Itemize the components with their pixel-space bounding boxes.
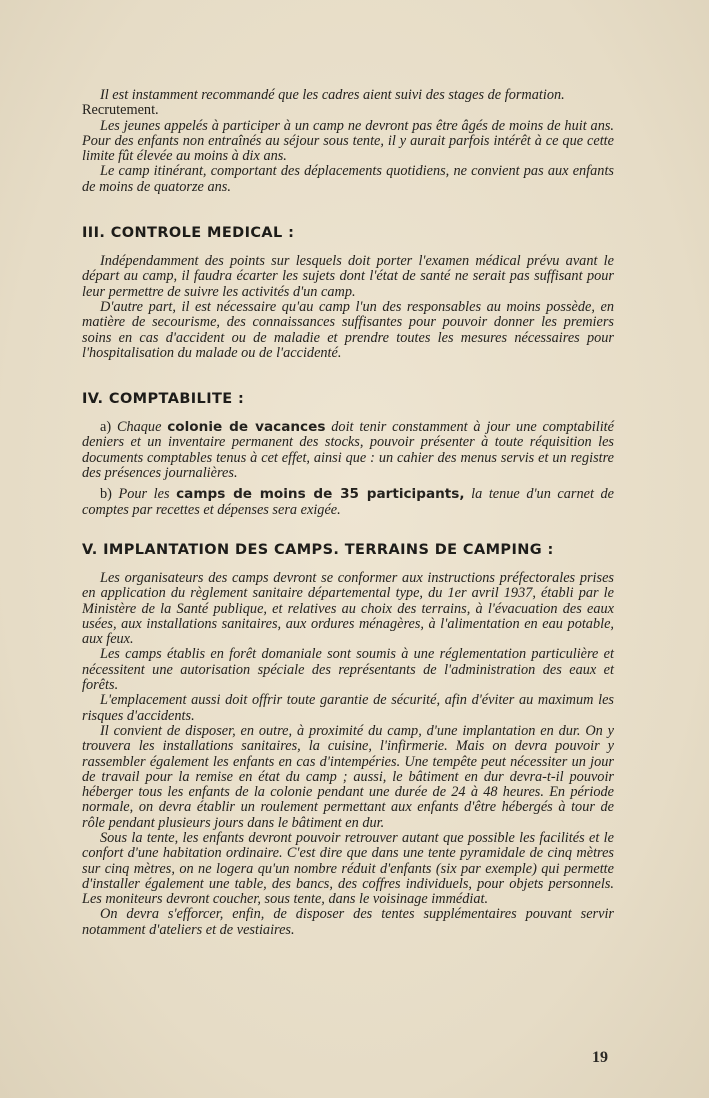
implantation-paragraph-5: Sous la tente, les enfants devront pouvoir retrouver autant que possible les facilités et le confort d'une habitation ordinaire. C'est dire que dans une tente pyramidale de cinq mètres sur cinq mètres, on ne logera qu'un nombre réduit d'enfants (six par exemple) qui permette d'installer également une table, des bancs, des coffres individuels, pour objets personnels. Les moniteurs devront coucher, sous tente, dans le voisinage immédiat. — [82, 829, 614, 908]
implantation-paragraph-1: Les organisateurs des camps devront se conformer aux instructions préfectorales prises en application du règlement sanitaire départemental type, du 1er avril 1937, établi par le Ministère de la Santé publique, et relatives au choix des terrains, à l'évacuation des eaux usées, aux installations sanitaires, aux ordures ménagères, à l'alimentation en eau potable, aux feux. — [82, 569, 614, 648]
medical-paragraph-1: Indépendamment des points sur lesquels doit porter l'examen médical prévu avant le départ au camp, il faudra écarter les sujets dont l'état de santé ne serait pas suffisant pour leur permettre de suivre les activités d'un camp. — [82, 253, 614, 300]
item-lead: Pour les — [118, 486, 170, 503]
intro-paragraph-1: Il est instamment recommandé que les cadres aient suivi des stages de formation. — [100, 87, 565, 103]
medical-paragraph-2: D'autre part, il est nécessaire qu'au camp l'un des responsables au moins possède, en matière de secourisme, des connaissances suffisantes pour pouvoir donner les premiers soins en cas d'accident ou de maladie et prendre toutes les mesures nécessaires pour l'hospitalisation du malade ou de l'accidenté. — [82, 298, 614, 361]
implantation-paragraph-6: On devra s'efforcer, enfin, de disposer des tentes supplémentaires pouvant servir notamment d'ateliers et de vestiaires. — [82, 906, 614, 938]
section-heading-controle-medical: III. CONTROLE MEDICAL : — [82, 225, 295, 242]
page-content — [82, 88, 614, 938]
comptabilite-item-b — [82, 487, 614, 518]
intro-paragraph-2: Les jeunes appelés à participer à un camp ne devront pas être âgés de moins de huit ans. Pour des enfants non entraînés au séjour sous tente, il y aurait parfois intérêt à ce que cette limite fût élevée au moins à dix ans. — [82, 117, 614, 165]
item-marker: a) — [100, 419, 112, 436]
implantation-paragraph-4: Il convient de disposer, en outre, à proximité du camp, d'une implantation en dur. On y trouvera les installations sanitaires, la cuisine, l'infirmerie. Mais on devra pouvoir y rassembler également les enfants en cas d'intempéries. Une tempête peut nécessiter un jour de travail pour la remise en état du camp ; aussi, le bâtiment en dur devra-t-il pouvoir héberger tous les enfants de la colonie pendant une durée de 24 à 48 heures. En période normale, on devra établir un roulement permettant aux enfants d'être hébergés à tour de rôle pendant plusieurs jours dans le bâtiment en dur. — [82, 722, 614, 831]
implantation-paragraph-3: L'emplacement aussi doit offrir toute garantie de sécurité, afin d'éviter au maximum les risques d'accidents. — [82, 692, 614, 724]
item-text: la tenue d'un carnet de comptes par recettes et dépenses sera exigée. — [82, 486, 614, 518]
item-emphasis: colonie de vacances — [167, 419, 326, 436]
implantation-paragraph-2: Les camps établis en forêt domaniale sont soumis à une réglementation particulière et nécessitent une autorisation spéciale des représentants de l'administration des eaux et forêts. — [82, 646, 614, 694]
recrutement-label: Recrutement. — [82, 102, 159, 119]
comptabilite-item-a — [82, 420, 614, 481]
item-marker: b) — [100, 486, 112, 503]
item-emphasis: camps de moins de 35 participants, — [176, 486, 465, 503]
intro-paragraph-3: Le camp itinérant, comportant des déplacements quotidiens, ne convient pas aux enfants de moins de quatorze ans. — [82, 163, 614, 195]
item-lead: Chaque — [116, 419, 162, 436]
page-number: 19 — [592, 1049, 608, 1066]
section-heading-comptabilite: IV. COMPTABILITE : — [82, 391, 245, 408]
section-heading-implantation: V. IMPLANTATION DES CAMPS. TERRAINS DE CAMPING : — [82, 541, 554, 558]
item-text: doit tenir constamment à jour une comptabilité deniers et un inventaire permanent des stocks, pouvoir présenter à toute réquisition les documents comptables tenus à cet effet, ainsi que : un cahier des menus servis et un registre des présences journalières. — [82, 419, 614, 482]
